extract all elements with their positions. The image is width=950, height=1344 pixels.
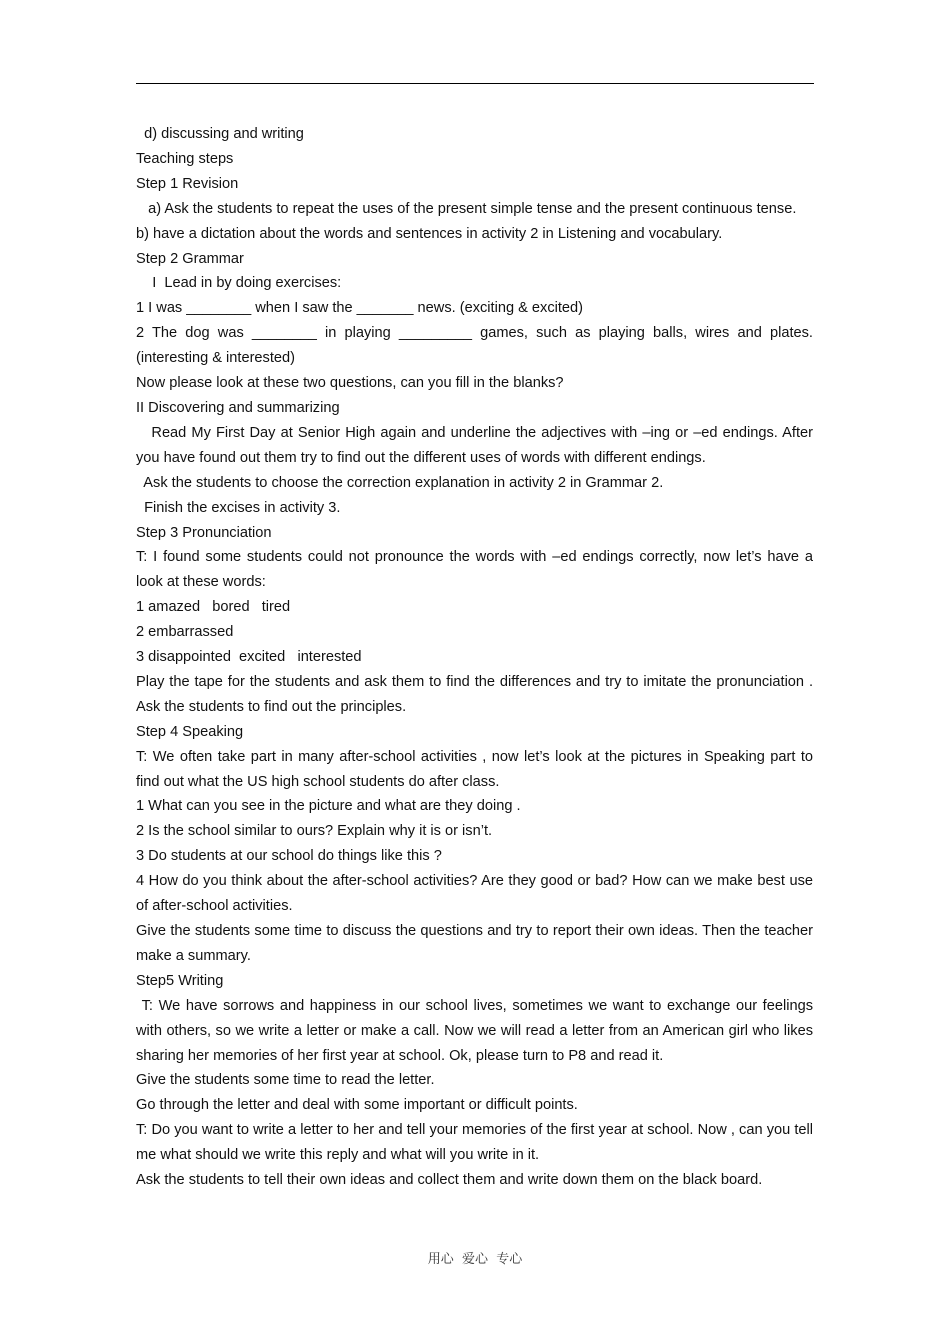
word-list-item: 2 embarrassed [136,624,234,641]
text-line: Ask the students to choose the correction explanation in activity 2 in Grammar 2. [136,474,664,491]
text-line: I Lead in by doing exercises: [136,275,342,292]
paragraph: Play the tape for the students and ask them to find the differences and try to imitate the pronunciation . Ask the students to find out the principles. [136,673,817,715]
paragraph: Give the students some time to discuss the questions and try to report their own ideas. Then the teacher make a summary. [136,923,818,964]
document-body [136,122,818,1193]
text-line: Give the students some time to read the letter. [136,1072,435,1089]
paragraph: T: We have sorrows and happiness in our school lives, sometimes we want to exchange our feelings with others, so we write a letter or make a call. Now we will read a letter from an American girl who likes sharing her memories of her first year at school. Ok, please turn to P8 and read it. [136,997,818,1064]
paragraph: a) Ask the students to repeat the uses of the present simple tense and the present continuous tense. [136,200,797,217]
subsection-heading: II Discovering and summarizing [136,399,340,416]
step-heading: Step 2 Grammar [136,250,244,267]
page-footer: 用心 爱心 专心 [427,1252,523,1267]
question-item: 3 Do students at our school do things like this ? [136,848,442,865]
step-heading: Step 1 Revision [136,175,239,192]
step-heading: Step 3 Pronunciation [136,524,272,541]
paragraph: T: We often take part in many after-school activities , now let’s look at the pictures in Speaking part to find out what the US high school students do after class. [136,748,818,790]
paragraph: T: Do you want to write a letter to her and tell your memories of the first year at school. Now , can you tell me what should we write this reply and what will you write in it. [136,1122,818,1164]
text-line: Finish the excises in activity 3. [136,499,341,516]
exercise-item: 1 I was ________ when I saw the _______ news. (exciting & excited) [136,300,584,317]
word-list-item: 3 disappointed excited interested [136,649,362,666]
header-rule [136,83,814,84]
question-item: 2 Is the school similar to ours? Explain why it is or isn’t. [136,823,493,840]
question-item: 1 What can you see in the picture and what are they doing . [136,798,521,815]
text-line: Ask the students to tell their own ideas and collect them and write down them on the black board. [136,1172,763,1189]
paragraph: Read My First Day at Senior High again and underline the adjectives with –ing or –ed endings. After you have found out them try to find out the different uses of words with different endings. [136,424,818,466]
question-item: 4 How do you think about the after-school activities? Are they good or bad? How can we make best use of after-school activities. [136,873,818,915]
exercise-item: 2 The dog was ________ in playing _________ games, such as playing balls, wires and plates. (interesting & interested) [136,325,818,367]
step-heading: Step5 Writing [136,972,224,989]
paragraph: T: I found some students could not pronounce the words with –ed endings correctly, now let’s have a look at these words: [136,549,818,591]
word-list-item: 1 amazed bored tired [136,599,291,616]
text-line: Now please look at these two questions, can you fill in the blanks? [136,375,564,392]
text-line: d) discussing and writing [136,126,304,142]
text-line: b) have a dictation about the words and sentences in activity 2 in Listening and vocabulary. [136,225,723,242]
step-heading: Step 4 Speaking [136,723,244,740]
text-line: Go through the letter and deal with some important or difficult points. [136,1097,578,1114]
section-heading: Teaching steps [136,150,234,167]
